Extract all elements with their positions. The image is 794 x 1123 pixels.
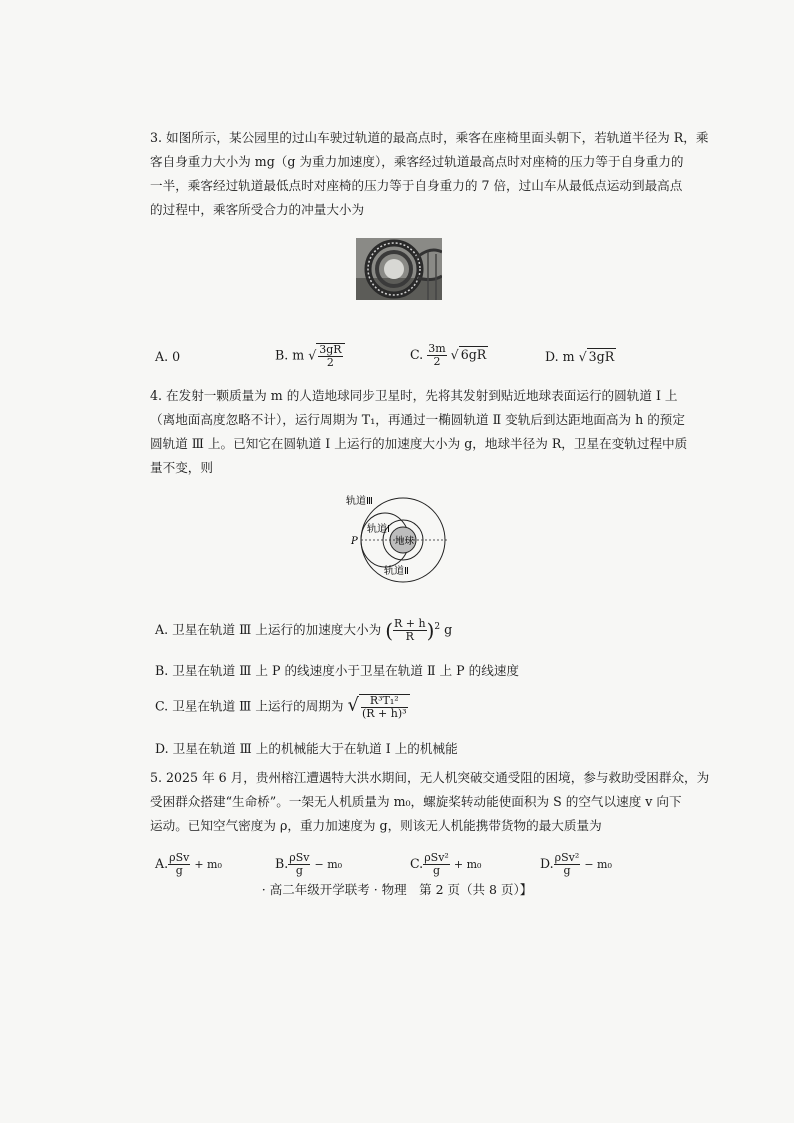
q5-option-d: D. $\frac{\text{ρSv²}}{g}$ − m₀ <box>540 851 612 877</box>
question-5-stem <box>150 766 710 838</box>
sqrt-symbol: √ <box>578 349 587 364</box>
q4-line-3: 圆轨道 Ⅲ 上。已知它在圆轨道 Ⅰ 上运行的加速度大小为 g，地球半径为 R，卫星在变轨过程中质 <box>150 436 688 451</box>
q3-line-4: 的过程中，乘客所受合力的冲量大小为 <box>150 202 365 217</box>
q5-option-c: C. $\frac{\text{ρSv²}}{g}$ + m₀ <box>410 851 482 877</box>
sqrt-symbol: √ <box>450 347 459 362</box>
q4-option-b: B. 卫星在轨道 Ⅲ 上 P 的线速度小于卫星在轨道 Ⅱ 上 P 的线速度 <box>155 663 520 678</box>
q5-line-1: 5. 2025 年 6 月，贵州榕江遭遇特大洪水期间，无人机突破交通受阻的困境，参与救助受困群众，为 <box>150 770 710 785</box>
q5-line-3: 运动。已知空气密度为 ρ，重力加速度为 g，则该无人机能携带货物的最大质量为 <box>150 818 602 833</box>
orbit-1-label: 轨道Ⅰ <box>367 524 390 535</box>
q3-option-b: B. m √ $\frac{3gR}{2}$ <box>275 343 345 369</box>
sqrt-symbol: √ <box>347 694 359 716</box>
question-4-stem <box>150 384 688 480</box>
q4-option-d: D. 卫星在轨道 Ⅲ 上的机械能大于在轨道 Ⅰ 上的机械能 <box>155 741 458 756</box>
q5-line-2: 受困群众搭建“生命桥”。一架无人机质量为 m₀，螺旋桨转动能使面积为 S 的空气以速度 v 向下 <box>150 794 682 809</box>
point-p-label: P <box>351 536 358 547</box>
q5-option-b: B. $\frac{\text{ρSv}}{g}$ − m₀ <box>275 851 343 877</box>
orbit-2-label: 轨道Ⅱ <box>384 566 409 577</box>
orbit-3-label: 轨道Ⅲ <box>346 496 373 507</box>
q4-option-a: A. 卫星在轨道 Ⅲ 上运行的加速度大小为 ( $\frac{R + h}{R}$ )$^2$ g <box>155 617 453 643</box>
q5-option-a: A. $\frac{\text{ρSv}}{g}$ + m₀ <box>155 851 222 877</box>
page-footer: · 高二年级开学联考 · 物理 第 2 页（共 8 页）】 <box>261 882 533 897</box>
q3-line-3: 一半，乘客经过轨道最低点时对座椅的压力等于自身重力的 7 倍，过山车从最低点运动到最高点 <box>150 178 683 193</box>
q3-option-a: A. 0 <box>155 349 181 364</box>
q4-line-1: 4. 在发射一颗质量为 m 的人造地球同步卫星时，先将其发射到贴近地球表面运行的圆轨道 Ⅰ 上 <box>150 388 678 403</box>
q3-line-2: 客自身重力大小为 mg（g 为重力加速度），乘客经过轨道最高点时对座椅的压力等于自身重力的 <box>150 154 684 169</box>
q4-line-4: 量不变，则 <box>150 460 213 475</box>
roller-coaster-photo <box>356 238 442 300</box>
q3-line-1: 3. 如图所示，某公园里的过山车驶过轨道的最高点时，乘客在座椅里面头朝下，若轨道半径为 R，乘 <box>150 130 709 145</box>
question-3-stem <box>150 126 709 222</box>
earth-label: 地球 <box>395 536 415 547</box>
q4-option-c: C. 卫星在轨道 Ⅲ 上运行的周期为 √ $\frac{\text{R³T₁²}}{\text{(R + h)³}}$ <box>155 694 410 720</box>
sqrt-symbol: √ <box>308 347 317 363</box>
q3-option-c: C. $\frac{3m}{2}$ √ 6gR <box>410 342 487 368</box>
q4-line-2: （离地面高度忽略不计），运行周期为 T₁，再通过一椭圆轨道 Ⅱ 变轨后到达距地面高为 h 的预定 <box>150 412 685 427</box>
orbit-diagram <box>340 494 470 584</box>
q3-option-d: D. m √ 3gR <box>545 349 615 364</box>
